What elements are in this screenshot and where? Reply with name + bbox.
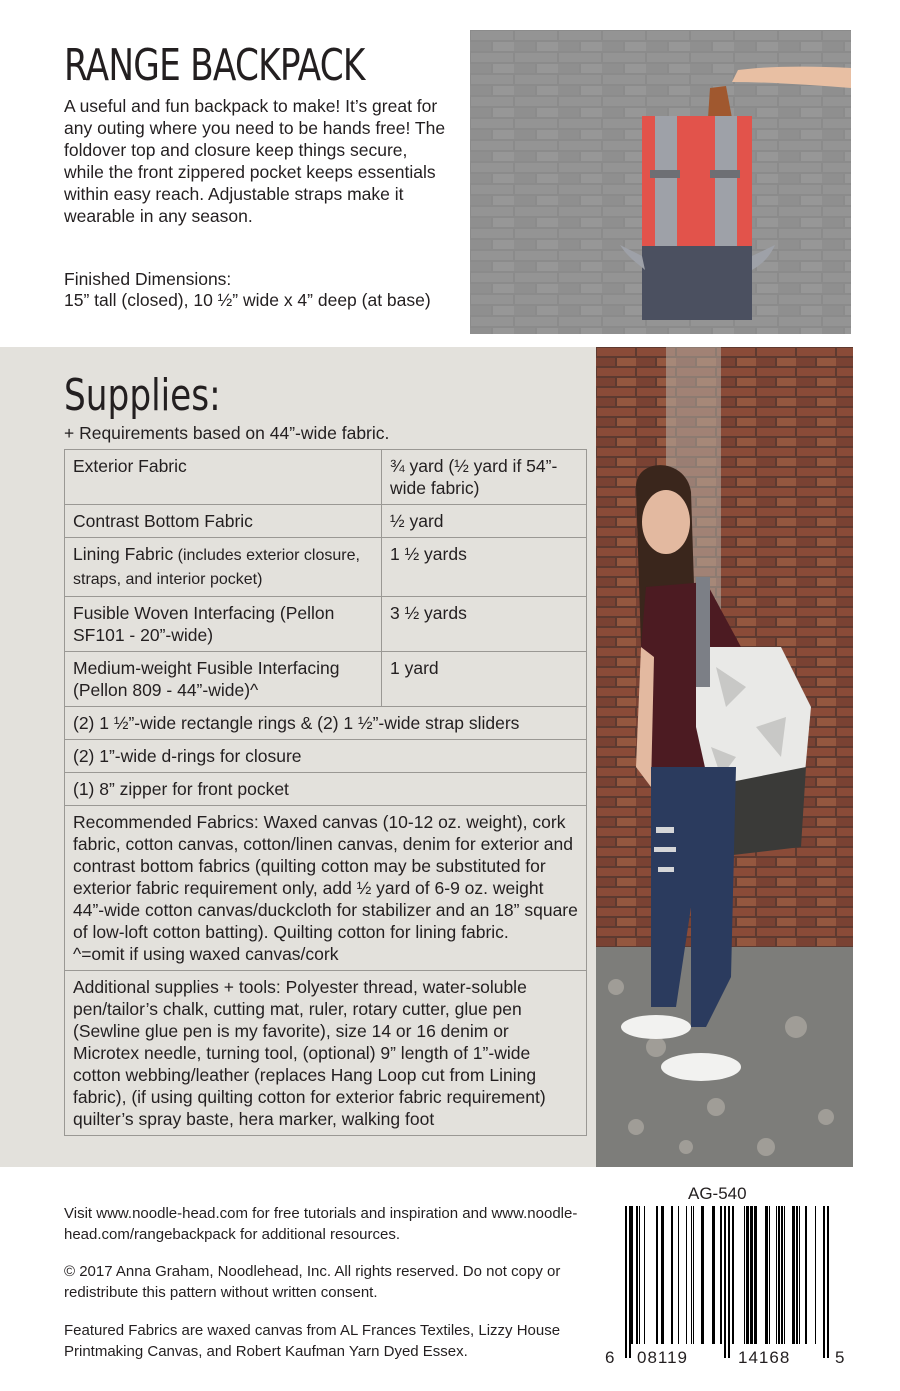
table-row (65, 773, 587, 806)
barcode-bar (629, 1206, 631, 1358)
supply-quantity: ½ yard (382, 505, 587, 538)
recommended-fabrics-cell (65, 806, 587, 971)
barcode-bar (776, 1206, 777, 1344)
backpack-photo (470, 30, 851, 334)
barcode-bar (691, 1206, 692, 1344)
barcode-bar (823, 1206, 825, 1358)
supply-quantity: ¾ yard (½ yard if 54”-wide fabric) (382, 450, 587, 505)
barcode-bar (805, 1206, 807, 1344)
omit-note: ^=omit if using waxed canvas/cork (73, 944, 339, 964)
barcode-bar (693, 1206, 694, 1344)
barcode-group-right: 14168 (738, 1348, 791, 1366)
barcode (603, 1206, 847, 1366)
barcode-digit-first: 6 (605, 1348, 615, 1366)
table-row (65, 652, 587, 707)
barcode-bar (746, 1206, 749, 1344)
supply-quantity: 3 ½ yards (382, 597, 587, 652)
barcode-bar (701, 1206, 704, 1344)
footer-visit: Visit www.noodle-head.com for free tutorials and inspiration and www.noodle-head.com/rangebackpack for additional resources. (64, 1205, 578, 1243)
barcode-bar (765, 1206, 768, 1344)
barcode-bar (796, 1206, 798, 1344)
supplies-note: + Requirements based on 44”-wide fabric. (64, 423, 390, 443)
table-row (65, 971, 587, 1136)
barcode-bar (686, 1206, 687, 1344)
supply-quantity: 1 ½ yards (382, 538, 587, 597)
barcode-bar (769, 1206, 770, 1344)
dimensions-value: 15” tall (closed), 10 ½” wide x 4” deep (at base) (64, 290, 431, 310)
barcode-bar (639, 1206, 640, 1344)
supplies-heading: Supplies: (64, 370, 221, 421)
barcode-bar (778, 1206, 780, 1344)
barcode-bar (631, 1206, 633, 1344)
barcode-bar (712, 1206, 715, 1344)
page-title: RANGE BACKPACK (64, 40, 365, 91)
barcode-bar (732, 1206, 734, 1344)
supply-item: Lining Fabric (73, 544, 174, 564)
table-row (65, 707, 587, 740)
intro-text: A useful and fun backpack to make! It’s great for any outing where you need to be hands free! The foldover top and closure keep things secure, while the front zippered pocket keeps essentials within easy reach. Adjustable straps make it wearable in any season. (64, 96, 446, 226)
table-row (65, 597, 587, 652)
table-row (65, 450, 587, 505)
table-row (65, 538, 587, 597)
dimensions-label: Finished Dimensions: (64, 269, 232, 289)
supply-item-cell (65, 538, 382, 597)
recommended-fabrics: Recommended Fabrics: Waxed canvas (10-12 oz. weight), cork fabric, cotton canvas, cotton/linen canvas, denim for exterior and contrast bottom fabrics (quilting cotton may be substituted for exterior fabric requirement only, add ½ yard of 6-9 oz. weight 44”-wide cotton canvas/duckcloth for stabilizer and an 18” square of low-loft cotton batting). Quilting cotton for lining fabric. (73, 812, 578, 942)
table-row (65, 740, 587, 773)
supply-full-row: (2) 1 ½”-wide rectangle rings & (2) 1 ½”-wide strap sliders (65, 707, 587, 740)
barcode-bar (724, 1206, 726, 1358)
barcode-bar (671, 1206, 673, 1344)
supply-quantity: 1 yard (382, 652, 587, 707)
barcode-digit-last: 5 (835, 1348, 845, 1366)
sku-code: AG-540 (688, 1184, 747, 1203)
supply-full-row: (2) 1”-wide d-rings for closure (65, 740, 587, 773)
table-row (65, 806, 587, 971)
barcode-bar (750, 1206, 753, 1344)
model-photo (596, 347, 853, 1167)
supply-item-note: (includes exterior closure, straps, and interior pocket) (73, 547, 360, 588)
supplies-table (64, 449, 587, 1136)
footer-copyright: © 2017 Anna Graham, Noodlehead, Inc. All rights reserved. Do not copy or redistribute this pattern without written consent. (64, 1263, 561, 1301)
barcode-bar (754, 1206, 757, 1344)
supply-full-row: (1) 8” zipper for front pocket (65, 773, 587, 806)
barcode-group-left: 08119 (637, 1348, 689, 1366)
barcode-bar (792, 1206, 795, 1344)
barcode-bar (728, 1206, 730, 1358)
barcode-bar (781, 1206, 783, 1344)
barcode-bar (656, 1206, 658, 1344)
barcode-bar (799, 1206, 800, 1344)
barcode-bar (720, 1206, 722, 1344)
footer-featured: Featured Fabrics are waxed canvas from AL Frances Textiles, Lizzy House Printmaking Canvas, and Robert Kaufman Yarn Dyed Essex. (64, 1322, 561, 1360)
barcode-bar (636, 1206, 638, 1344)
table-row (65, 505, 587, 538)
barcode-bar (744, 1206, 745, 1344)
barcode-bar (827, 1206, 829, 1358)
supply-item: Contrast Bottom Fabric (65, 505, 382, 538)
supply-item: Fusible Woven Interfacing (Pellon SF101 - 20”-wide) (65, 597, 382, 652)
supply-item: Medium-weight Fusible Interfacing (Pellon 809 - 44”-wide)^ (65, 652, 382, 707)
barcode-bar (661, 1206, 664, 1344)
barcode-bar (625, 1206, 627, 1358)
barcode-bar (784, 1206, 785, 1344)
barcode-bar (644, 1206, 645, 1344)
barcode-bar (815, 1206, 816, 1344)
additional-supplies: Additional supplies + tools: Polyester thread, water-soluble pen/tailor’s chalk, cutting mat, ruler, rotary cutter, glue pen (Sewline glue pen is my favorite), size 14 or 16 denim or Microtex needle, turning tool, (optional) 9” length of 1”-wide cotton webbing/leather (replaces Hang Loop cut from Lining fabric), (if using quilting cotton for exterior fabric requirement) quilter’s spray baste, hera marker, walking foot (65, 971, 587, 1136)
supply-item: Exterior Fabric (65, 450, 382, 505)
barcode-bar (678, 1206, 679, 1344)
